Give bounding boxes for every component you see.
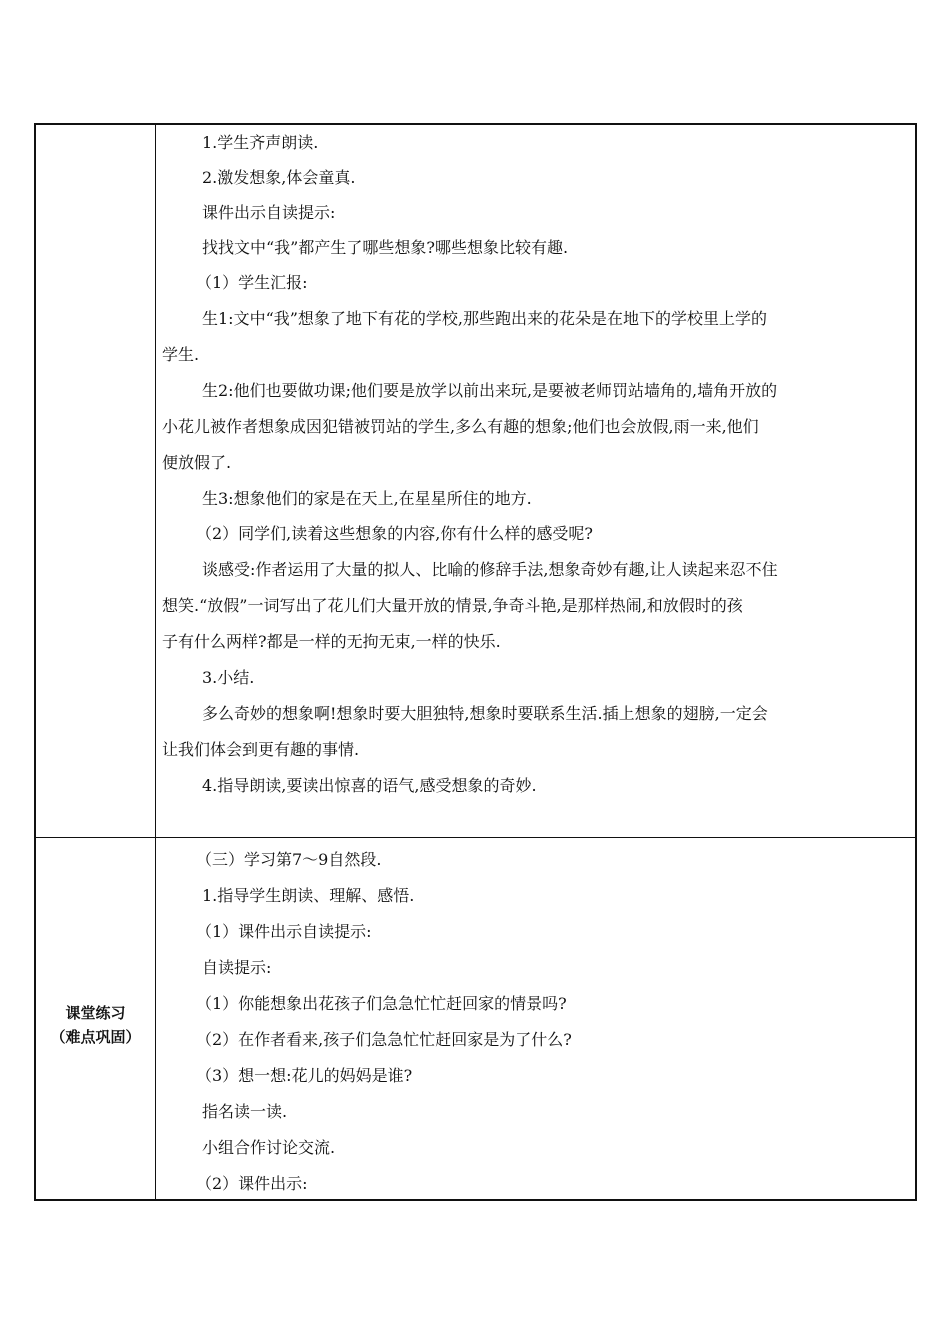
lesson-table bbox=[34, 123, 917, 1201]
row2-line-9: 小组合作讨论交流. bbox=[202, 1138, 336, 1157]
row2-content bbox=[156, 838, 915, 1201]
row1-line-1: 1.学生齐声朗读. bbox=[202, 133, 319, 152]
row1-line-9: 小花儿被作者想象成因犯错被罚站的学生,多么有趣的想象;他们也会放假,雨一来,他们 bbox=[162, 417, 759, 436]
row1-line-6: 生1:文中“我”想象了地下有花的学校,那些跑出来的花朵是在地下的学校里上学的 bbox=[202, 309, 768, 328]
row1-line-19: 4.指导朗读,要读出惊喜的语气,感受想象的奇妙. bbox=[202, 776, 537, 795]
row2-line-5: （1）你能想象出花孩子们急急忙忙赶回家的情景吗? bbox=[196, 994, 567, 1013]
row2-line-3: （1）课件出示自读提示: bbox=[196, 922, 372, 941]
row1-content bbox=[156, 125, 915, 837]
row2-line-6: （2）在作者看来,孩子们急急忙忙赶回家是为了什么? bbox=[196, 1030, 572, 1049]
row1-line-16: 3.小结. bbox=[202, 668, 255, 687]
row1-line-8: 生2:他们也要做功课;他们要是放学以前出来玩,是要被老师罚站墙角的,墙角开放的 bbox=[202, 381, 778, 400]
row2-line-8: 指名读一读. bbox=[202, 1102, 288, 1121]
row1-line-13: 谈感受:作者运用了大量的拟人、比喻的修辞手法,想象奇妙有趣,让人读起来忍不住 bbox=[202, 560, 778, 579]
row1-line-3: 课件出示自读提示: bbox=[202, 203, 336, 222]
row1-line-11: 生3:想象他们的家是在天上,在星星所住的地方. bbox=[202, 489, 532, 508]
row2-line-2: 1.指导学生朗读、理解、感悟. bbox=[202, 886, 415, 905]
row2-line-7: （3）想一想:花儿的妈妈是谁? bbox=[196, 1066, 413, 1085]
row2-line-1: （三）学习第7～9自然段. bbox=[196, 850, 382, 869]
row1-line-17: 多么奇妙的想象啊!想象时要大胆独特,想象时要联系生活.插上想象的翅膀,一定会 bbox=[202, 704, 768, 723]
row2-label-title: 课堂练习 bbox=[65, 1004, 126, 1022]
row1-line-15: 子有什么两样?都是一样的无拘无束,一样的快乐. bbox=[162, 632, 501, 651]
row1-line-18: 让我们体会到更有趣的事情. bbox=[162, 740, 360, 759]
row1-line-7: 学生. bbox=[162, 345, 200, 364]
row2-line-10: （2）课件出示: bbox=[196, 1174, 308, 1193]
row1-line-10: 便放假了. bbox=[162, 453, 232, 472]
row2-label-subtitle: （难点巩固） bbox=[50, 1028, 141, 1046]
row1-line-12: （2）同学们,读着这些想象的内容,你有什么样的感受呢? bbox=[196, 524, 593, 543]
row1-line-14: 想笑.“放假”一词写出了花儿们大量开放的情景,争奇斗艳,是那样热闹,和放假时的孩 bbox=[162, 596, 743, 615]
row1-line-4: 找找文中“我”都产生了哪些想象?哪些想象比较有趣. bbox=[202, 238, 569, 257]
row2-line-4: 自读提示: bbox=[202, 958, 272, 977]
row1-line-5: （1）学生汇报: bbox=[196, 273, 308, 292]
row1-line-2: 2.激发想象,体会童真. bbox=[202, 168, 356, 187]
